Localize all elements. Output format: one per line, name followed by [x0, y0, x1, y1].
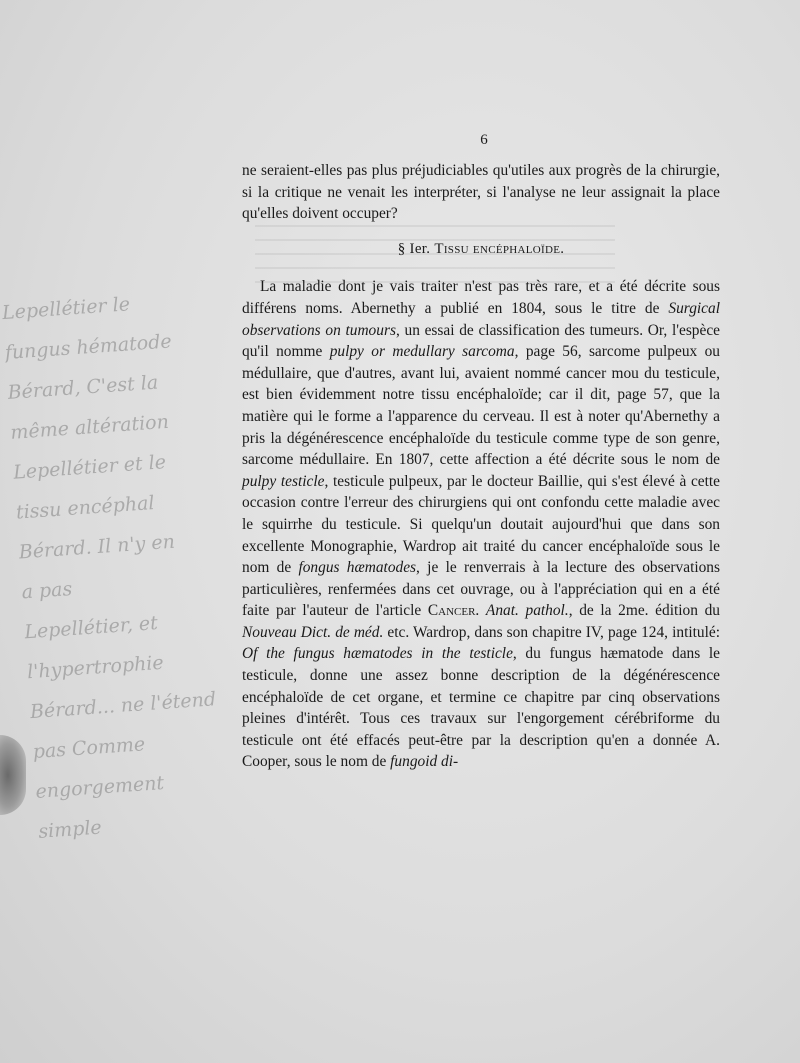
text-run: , de la 2me. édition du [568, 602, 720, 620]
italic-run: Surgical observations on tumours [242, 299, 720, 339]
italic-run: pulpy testicle [242, 472, 325, 490]
text-run: , testicule pulpeux, par le docteur Baillie, qui s'est élevé à cette occasion contre l'erreur des chirurgiens qui ont confondu cette maladie avec le squirrhe du testicule. Si quelqu'un doutait aujourd'hui que dans son excellente Monographie, Wardrop ait traité du cancer encéphaloïde sous le nom de [242, 472, 720, 577]
section-heading [242, 239, 720, 261]
italic-run: fungoid di- [390, 753, 459, 771]
italic-run: fongus hæmatodes [298, 559, 417, 577]
text-run: La maladie dont je vais traiter n'est pas très rare, et a été décrite sous différens noms. Abernethy a publié en 1804, sous le titre de [242, 278, 720, 317]
italic-run: Nouveau Dict. de méd. [242, 623, 384, 641]
italic-run: pulpy or medullary sarcoma [329, 343, 515, 361]
page-number: 6 [480, 132, 488, 148]
text-run: , un essai de classification des tumeurs. Or, l'espèce qu'il nomme [242, 321, 721, 361]
italic-run: Anat. pathol. [485, 602, 569, 620]
main-text [242, 160, 720, 773]
text-run: , je le renverrais à la lecture des observations particulières, renfermées dans cet ouvrage, ou à l'appréciation qui en a été faite par l'auteur de l'article [242, 559, 720, 620]
text-run: , page 56, sarcome pulpeux ou médullaire, que d'autres, avant lui, avaient nommé cancer mou du testicule, est bien évidemment notre tissu encéphaloïde; car il dit, page 57, que la matière qui le forme a l'apparence du cerveau. Il est à noter qu'Abernethy a pris la dégénérescence encéphaloïde du testicule comme type de son genre, sarcome médullaire. En 1807, cette affection a été décrite sous le nom de [242, 343, 720, 469]
handwritten-margin-notes: Lepellétier le fungus hématode Bérard, C'est la même altération Lepellétier et le tissu encéphal Bérard. Il n'y en a pas Lepellétier, et l'hypertrophie Bérard... ne l'étend pas Comme engorgement simple [1, 293, 217, 843]
italic-run: Of the fungus hæmatodes in the testicle [242, 645, 513, 663]
small-caps-run: Cancer [427, 602, 476, 620]
body-paragraph [242, 276, 720, 773]
section-title: Tissu encéphaloïde. [434, 240, 565, 257]
section-mark: § Ier. [397, 240, 431, 257]
paper-stain [0, 735, 26, 815]
text-run: . [475, 602, 486, 620]
intro-paragraph: ne seraient-elles pas plus préjudiciables qu'utiles aux progrès de la chirurgie, si la critique ne venait les interpréter, si l'analyse ne leur assignait la place qu'elles doivent occuper? [242, 162, 720, 223]
text-run: etc. Wardrop, dans son chapitre IV, page 124, intitulé: [383, 623, 720, 641]
text-run: , du fungus hæmatode dans le testicule, donne une assez bonne description de la dégénérescence encéphaloïde de cet organe, et termine ce chapitre par cinq observations pleines d'intérêt. Tous ces travaux sur l'engorgement cérébriforme du testicule ont été effacés peut-être par la description qu'en a donnée A. Cooper, sous le nom de [242, 645, 720, 771]
